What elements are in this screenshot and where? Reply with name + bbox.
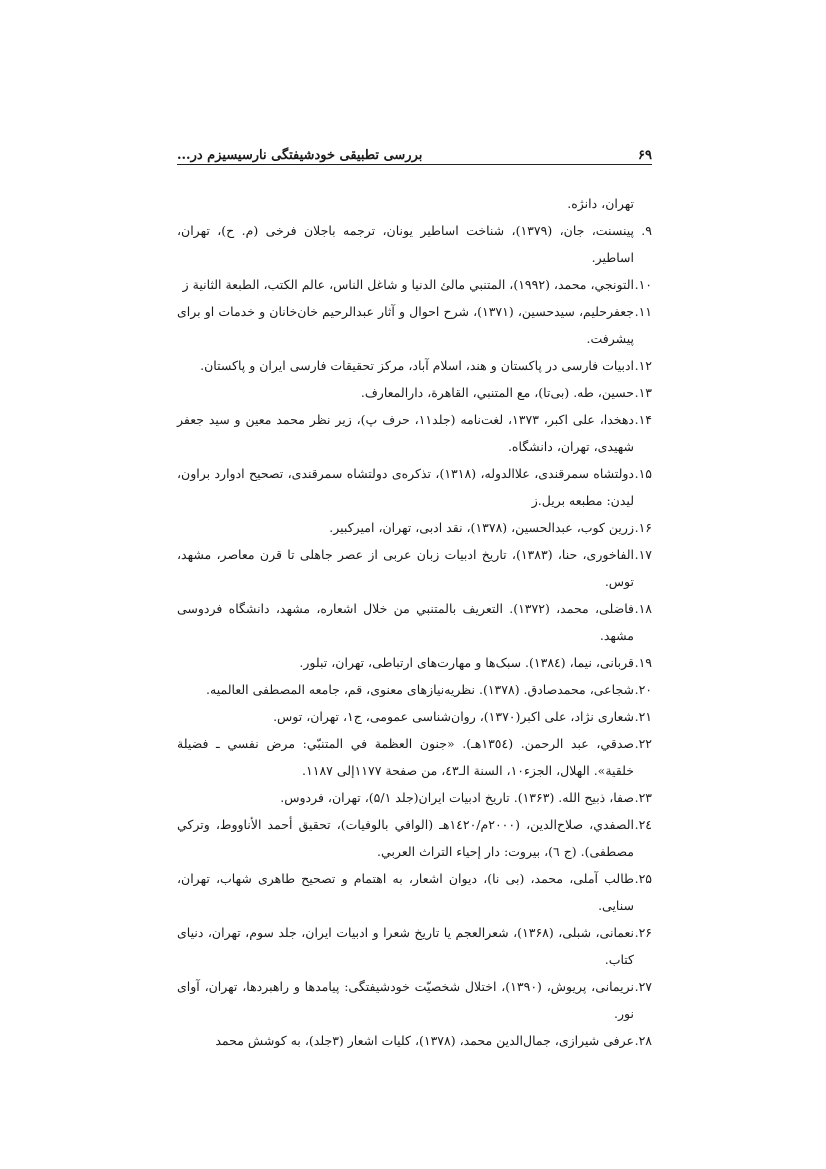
reference-text: دهخدا، علی اکبر، ۱۳۷۳، لغت‌نامه (جلد۱۱، حرف پ)، زیر نظر محمد معین و سید جعفر شهیدی، تهران، دانشگاه. (177, 412, 635, 454)
reference-item (177, 784, 652, 811)
reference-number: ۱۹. (634, 655, 652, 670)
reference-number: ۱۳. (634, 385, 652, 400)
references-list (177, 190, 652, 1054)
reference-item (177, 919, 652, 973)
reference-number: ۲۰. (634, 682, 652, 697)
reference-number: ۱۶. (634, 520, 652, 535)
reference-item (177, 217, 652, 271)
reference-item (177, 649, 652, 676)
reference-number: ۱۱. (634, 304, 652, 319)
reference-item (177, 865, 652, 919)
reference-item (177, 298, 652, 352)
reference-text: زرین کوب، عبدالحسین، (۱۳۷۸)، نقد ادبی، تهران، امیرکبیر. (329, 520, 634, 535)
reference-text: التونجي، محمد، (۱۹۹۲)، المتنبي مالئ الدنيا و شاغل الناس، عالم الكتب، الطبعة الثانية ز (182, 277, 634, 292)
reference-text: پینسنت، جان، (۱۳۷۹)، شناخت اساطیر یونان، ترجمه باجلان فرخی (م. ح)، تهران، اساطیر. (177, 223, 635, 265)
reference-number: ۲۶. (634, 925, 652, 940)
reference-item (177, 460, 652, 514)
reference-number: ۱۸. (634, 601, 652, 616)
reference-item (177, 514, 652, 541)
reference-number: ۹. (641, 223, 652, 238)
reference-text: صفا، ذبیح الله. (۱۳۶۳). تاریخ ادبیات ایران(جلد ۵/۱)، تهران، فردوس. (280, 790, 634, 805)
reference-text: دولتشاه سمرقندی، علاالدوله، (۱۳۱۸)، تذکره‌ی دولتشاه سمرقندی، تصحیح ادوارد براون، لیدن: مطبعه بریل.ز (177, 466, 634, 508)
reference-continuation: تهران، دانژه. (567, 196, 634, 211)
reference-item (177, 271, 652, 298)
reference-item (177, 676, 652, 703)
reference-text: جعفرحلیم، سیدحسین، (۱۳۷۱)، شرح احوال و آثار عبدالرحیم خان‌خانان و خدمات او برای پیشرفت. (177, 304, 634, 346)
reference-text: نریمانی، پریوش، (۱۳۹۰)، اختلال شخصیّت خودشیفتگی: پیامدها و راهبردها، تهران، آوای نور. (177, 979, 634, 1021)
reference-text: ادبیات فارسی در پاکستان و هند، اسلام آباد، مرکز تحقیقات فارسی ایران و پاکستان. (200, 358, 634, 373)
reference-text: صدقي، عبد الرحمن. (۱۳٥٤هـ). «جنون العظمة في المتنبّي: مرض نفسي ـ فضيلة خلقية». الهلال، الجزء۱۰، السنة الـ٤٣، من صفحة ۱۱۷۷إلى ۱۱۸۷. (177, 736, 634, 778)
reference-text: الفاخوری، حنا، (۱۳۸۳)، تاریخ ادبیات زبان عربی از عصر جاهلی تا قرن معاصر، مشهد، توس. (177, 547, 634, 589)
reference-item (177, 379, 652, 406)
reference-item (177, 541, 652, 595)
reference-number: ۲۵. (634, 871, 652, 886)
reference-item (177, 811, 652, 865)
reference-number: ۲۲. (634, 736, 652, 751)
reference-text: شجاعی، محمدصادق. (۱۳۷۸). نظریه‌نیازهای معنوی، قم، جامعه المصطفی العالمیه. (206, 682, 634, 697)
reference-number: ۱۲. (634, 358, 652, 373)
reference-item (177, 703, 652, 730)
reference-number: ۱۵. (634, 466, 652, 481)
page-number: ۶۹ (638, 147, 652, 163)
reference-number: ۱۷. (634, 547, 652, 562)
reference-text: عرفی شیرازی، جمال‌الدین محمد، (۱۳۷۸)، کلیات اشعار (۳جلد)، به کوشش محمد (215, 1033, 634, 1048)
reference-item (177, 406, 652, 460)
reference-number: ۲۱. (634, 709, 652, 724)
reference-number: ۱۰. (634, 277, 652, 292)
reference-text: شعاری نژاد، علی اکبر(۱۳۷۰)، روان‌شناسی عمومی، ج۱، تهران، توس. (273, 709, 634, 724)
reference-number: ۲۸. (634, 1033, 652, 1048)
reference-item (177, 730, 652, 784)
reference-text: الصفدي، صلاح‌الدين، (۲۰۰۰م/۱٤۲۰هـ (الوافي بالوفيات)، تحقيق أحمد الأناووط، وتركي مصطفى). (ج ٦)، بيروت: دار إحياء التراث العربي. (177, 817, 634, 859)
running-title: بررسی تطبیقی خودشیفتگی نارسیسیزم در... (177, 147, 423, 163)
reference-item (177, 352, 652, 379)
reference-text: حسين، طه. (بی‌تا)، مع المتنبي، القاهرة، دارالمعارف. (360, 385, 634, 400)
reference-text: فاضلی، محمد، (۱۳۷۲). التعريف بالمتنبي من خلال اشعاره، مشهد، دانشگاه فردوسی مشهد. (177, 601, 635, 643)
reference-number: ۲۷. (634, 979, 652, 994)
reference-item (177, 973, 652, 1027)
reference-number: ۱۴. (634, 412, 652, 427)
reference-item (177, 1027, 652, 1054)
page-header (177, 146, 652, 165)
reference-text: طالب آملی، محمد، (بی نا)، دیوان اشعار، به اهتمام و تصحیح طاهری شهاب، تهران، سنایی. (177, 871, 634, 913)
reference-text: قربانی، نیما، (۱۳۸٤). سبک‌ها و مهارت‌های ارتباطی، تهران، تبلور. (299, 655, 634, 670)
reference-item (177, 595, 652, 649)
reference-text: نعمانی، شبلی، (۱۳۶۸)، شعرالعجم یا تاریخ شعرا و ادبیات ایران، جلد سوم، تهران، دنیای کتاب. (177, 925, 635, 967)
reference-number: ۲٤. (634, 817, 652, 832)
reference-number: ۲۳. (634, 790, 652, 805)
